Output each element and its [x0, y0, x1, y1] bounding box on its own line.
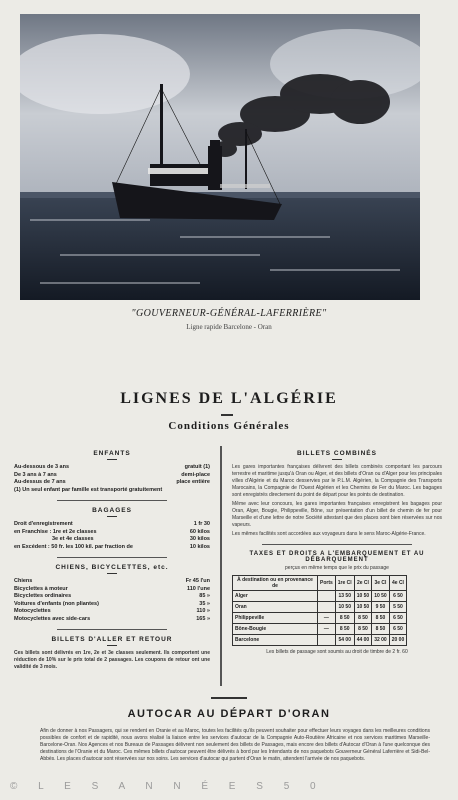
- table-cell: [318, 635, 336, 646]
- table-cell: Philippeville: [233, 613, 318, 624]
- table-cell: 10 50: [372, 591, 390, 602]
- autocar-heading: AUTOCAR AU DÉPART D'ORAN: [127, 708, 331, 720]
- row-label: en Excédent : 50 fr. les 100 kil. par fraction de: [14, 543, 133, 550]
- row-value: 30 kilos: [189, 536, 210, 542]
- row-label: De 3 ans à 7 ans: [14, 471, 57, 478]
- table-cell: —: [318, 613, 336, 624]
- row-value: 110 l'une: [186, 585, 210, 592]
- combines-heading: BILLETS COMBINÉS: [297, 450, 377, 457]
- row-value: 110 »: [196, 608, 210, 614]
- heading-underline: [107, 573, 117, 574]
- table-header-row: [233, 576, 407, 591]
- row-label: Droit d'enregistrement: [14, 521, 73, 527]
- table-cell: 8 50: [354, 624, 372, 635]
- table-cell: 10 50: [354, 591, 372, 602]
- table-cell: Barcelone: [233, 635, 318, 646]
- list-item: [14, 578, 210, 586]
- enfants-heading: ENFANTS: [93, 450, 131, 457]
- table-cell: 8 50: [372, 624, 390, 635]
- combines-text-1: Les gares importantes françaises délivrent des billets combinés comportant les parcours terrestre et maritime jusqu'à Oran ou Alger, et des billets d'Oran ou d'Alger pour les principales villes d'Algérie et du Maroc desservies par le P.L.M. Algérien, la Compagnie des Transports Marocains, la Compagnie de l'Ouest Algérien et les Chemins de Fer du Maroc. Les bagages sont enregistrés directement du point de départ pour les points de destination.: [232, 464, 442, 498]
- list-item: [14, 529, 210, 537]
- list-item: [14, 472, 210, 480]
- column-header: 1re Cl: [335, 576, 354, 591]
- row-value: 85 »: [199, 593, 210, 599]
- table-cell: 8 50: [372, 613, 390, 624]
- table-row: [233, 602, 407, 613]
- row-value: place entière: [176, 479, 210, 485]
- table-cell: 8 50: [354, 613, 372, 624]
- row-value: 1 fr 30: [193, 521, 210, 527]
- table-cell: 8 50: [335, 624, 354, 635]
- row-value: 60 kilos: [189, 528, 210, 535]
- row-value: 165 »: [196, 615, 210, 622]
- chiens-heading: CHIENS, BICYCLETTES, etc.: [55, 564, 169, 571]
- ship-photo: [20, 14, 420, 300]
- column-divider: [220, 446, 222, 686]
- table-cell: 10 50: [354, 602, 372, 613]
- table-cell: 5 50: [389, 602, 407, 613]
- row-label: Bicyclettes ordinaires: [14, 593, 72, 599]
- list-item: [14, 479, 210, 487]
- taxes-note: Les billets de passage sont soumis au droit de timbre de 2 fr. 60: [266, 649, 408, 655]
- table-cell: 32 00: [372, 635, 390, 646]
- page-title: LIGNES DE L'ALGÉRIE: [120, 390, 338, 407]
- row-label: Chiens: [14, 578, 33, 584]
- table-cell: 9 50: [372, 602, 390, 613]
- section-separator: [262, 544, 412, 545]
- combines-text-3: Les mêmes facilités sont accordées aux voyageurs dans le sens Maroc-Algérie-France.: [232, 531, 426, 537]
- column-header: 4e Cl: [389, 576, 407, 591]
- table-cell: Bône-Bougie: [233, 624, 318, 635]
- photo-caption: "GOUVERNEUR-GÉNÉRAL-LAFERRIÈRE": [131, 308, 327, 319]
- row-label: Au-dessus de 7 ans: [14, 479, 66, 485]
- section-separator: [57, 500, 167, 501]
- section-separator: [57, 629, 167, 630]
- left-column: [14, 450, 210, 671]
- section-divider: [211, 697, 247, 699]
- heading-underline: [107, 516, 117, 517]
- row-label: Voitures d'enfants (non pliantes): [14, 600, 99, 607]
- chiens-list: [14, 578, 210, 623]
- heading-underline: [332, 459, 342, 460]
- table-cell: 13 50: [335, 591, 354, 602]
- list-item: [14, 593, 210, 601]
- table-row: [233, 624, 407, 635]
- table-cell: —: [318, 624, 336, 635]
- section-separator: [57, 557, 167, 558]
- table-cell: 6 50: [389, 613, 407, 624]
- right-column: [232, 450, 442, 656]
- table-row: [233, 591, 407, 602]
- row-value: 10 kilos: [189, 543, 210, 550]
- list-item: [14, 601, 210, 609]
- table-cell: 8 50: [335, 613, 354, 624]
- title-divider: [221, 414, 233, 416]
- row-label: Motocyclettes avec side-cars: [14, 615, 91, 622]
- photo-subcaption: Ligne rapide Barcelone - Oran: [186, 323, 272, 331]
- table-cell: 20 00: [389, 635, 407, 646]
- column-header: Ports: [318, 576, 336, 591]
- list-item: [14, 608, 210, 616]
- list-item: [14, 487, 210, 495]
- table-row: [233, 613, 407, 624]
- row-value: 35 »: [199, 600, 210, 607]
- aller-retour-text: Ces billets sont délivrés en 1re, 2e et 3e classes seulement. Ils comportent une réduction de 10% sur le prix total de 2 passages. Les coupons de retour ont une validité de 3 mois.: [14, 650, 210, 670]
- row-value: gratuit (1): [184, 464, 210, 470]
- column-header: 2e Cl: [354, 576, 372, 591]
- heading-underline: [107, 645, 117, 646]
- table-row: [233, 635, 407, 646]
- row-label: Au-dessous de 3 ans: [14, 464, 70, 470]
- list-item: [14, 586, 210, 594]
- row-label: Bicyclettes à moteur: [14, 585, 68, 592]
- list-item: [14, 464, 210, 472]
- row-label: en Franchise : 1re et 2e classes: [14, 528, 97, 535]
- table-cell: Alger: [233, 591, 318, 602]
- autocar-text: Afin de donner à nos Passagers, qui se rendent en Oranie et au Maroc, toutes les facilités qu'ils peuvent souhaiter pour effectuer leurs voyages dans les meilleures conditions possibles de confort et de rapidité, nous avons réalisé la liaison entre les services d'autocar de la Compagnie Auto-Routière Africaine et nos services maritimes Marseille-Barcelone-Oran. Nos Agences et nos Bureaux de Passages délivrent non seulement des billets de Passages, mais encore des billets d'Autocar d'Oran à l'une quelconque des destinations de l'Oranie et du Maroc. Ces mêmes billets d'autocar peuvent être délivrés à bord par les Intendants de nos paquebots Gouverneur Général Laferrière et Sidi-Bel-Abbès. Les places d'autocar sont réservées sur nos soins. Les services d'autocar qui partent d'Oran le matin, attendent l'arrivée de nos paquebots.: [40, 728, 430, 762]
- enfants-list: [14, 464, 210, 494]
- heading-underline: [107, 459, 117, 460]
- table-cell: 6 50: [389, 591, 407, 602]
- steamship-illustration: [20, 14, 420, 300]
- bagages-heading: BAGAGES: [92, 507, 132, 514]
- combines-text-2: Même avec leur concours, les gares importantes françaises enregistrent les bagages pour Oran, Alger, Bougie, Philippeville, Bône, sur présentation d'un billet de chemin de fer pour Marseille et d'une lettre de notre Société attestant que des places sont bien réservées sur nos vapeurs.: [232, 501, 442, 528]
- aller-retour-heading: BILLETS D'ALLER ET RETOUR: [51, 636, 173, 643]
- row-value: demi-place: [181, 471, 210, 478]
- row-label: (1) Un seul enfant par famille est transporté gratuitement: [14, 486, 163, 493]
- taxes-heading: TAXES ET DROITS A L'EMBARQUEMENT ET AU DÉBARQUEMENT: [249, 551, 425, 563]
- taxes-table: [232, 575, 407, 646]
- table-cell: Oran: [233, 602, 318, 613]
- table-cell: 54 00: [335, 635, 354, 646]
- table-cell: 10 50: [335, 602, 354, 613]
- table-cell: [318, 602, 336, 613]
- taxes-subheading: perçus en même temps que le prix du passage: [285, 565, 389, 571]
- row-value: Fr 45 l'un: [185, 578, 210, 584]
- column-header: 3e Cl: [372, 576, 390, 591]
- table-cell: [318, 591, 336, 602]
- row-label: Motocyclettes: [14, 608, 51, 614]
- page-subtitle: Conditions Générales: [168, 420, 290, 432]
- watermark: © L E S A N N É E S 5 0: [10, 781, 325, 792]
- list-item: [14, 536, 210, 544]
- list-item: [14, 521, 210, 529]
- column-header: À destination ou en provenance de: [233, 576, 318, 591]
- table-cell: 44 00: [354, 635, 372, 646]
- list-item: [14, 616, 210, 624]
- row-label: 3e et 4e classes: [52, 536, 94, 542]
- bagages-list: [14, 521, 210, 551]
- list-item: [14, 544, 210, 552]
- table-cell: 6 50: [389, 624, 407, 635]
